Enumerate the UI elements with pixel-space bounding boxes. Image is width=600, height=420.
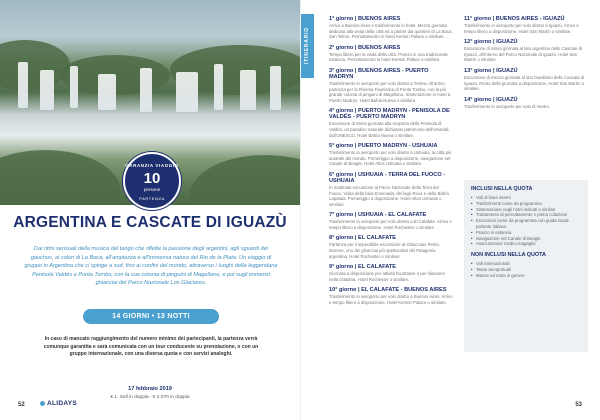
day-title: 5° giorno | PUERTO MADRYN - USHUAIA: [329, 143, 438, 150]
brand-logo: [40, 400, 77, 407]
list-item: • Voli di linea interni: [471, 195, 581, 201]
day-title: 2° giorno | BUENOS AIRES: [329, 44, 401, 51]
tour-intro: Dai ritmi sensuali della musica del tango che riflette la passione degli argentini, agli sguardi dei gauchos, ai colori di La Boca, all'ampiezza e all'immensa natura del Rio de la Plata. Un viaggio di gruppo in Argentina che ci spinge a sud, fino ai confini del mondo, attraverso i luoghi della leggendaria Penisola Valdés e Punta Tombo, con la sua colonia di pinguini di Magellano, e poi sugli immensi ghiacciai del Parco Nazionale Los Glaciares.: [24, 246, 278, 287]
page-number-left: 52: [18, 402, 25, 408]
itinerary-day: [464, 68, 588, 92]
day-description: Trasferimento in aeroporto per volo di rientro.: [464, 103, 551, 109]
itinerary-side-tab: [301, 14, 314, 78]
day-title: 14° giorno | IGUAZÚ: [464, 96, 518, 103]
itinerary-day: [329, 16, 453, 40]
badge-number: 10: [143, 170, 161, 187]
list-item: • Pranzo in estancia: [471, 230, 581, 236]
itinerary-day: [329, 143, 453, 167]
day-title: 1° giorno | BUENOS AIRES: [329, 16, 401, 22]
itinerary-day: [329, 172, 453, 207]
badge-bottom-text: PARTENZA: [139, 196, 165, 201]
day-title: 11° giorno | BUENOS AIRES - IGUAZÚ: [464, 16, 565, 22]
day-description: Giornata a disposizione per attività facoltative o per rilassarsi nella cittadina. Hotel Rochester o similare.: [329, 271, 445, 282]
price-info: € 1. Sell in doppia - € 2.070 in doppia: [110, 395, 190, 400]
brand-name: ALIDAYS: [47, 400, 78, 407]
day-description: In mattinata escursione al Parco Nazionale della Terra del Fuoco. Visita della baia Ensenada, del lago Roca e della Bahía Lapataia. Pomeriggio a disposizione. Hotel Altos Ushuaia o similare.: [329, 184, 449, 207]
list-item: • Escursioni come da programma con guida locale parlante italiano: [471, 218, 581, 230]
day-description: Trasferimento in aeroporto per volo diretto a Trelew. All'arrivo partenza per la Riserva Faunistica di Punta Tombo, con la più grande colonia di pinguini di Magellano. Sistemazione in hotel a Puerto Madryn. Hotel Bahía Nueva o similare.: [329, 80, 451, 103]
day-description: Tempo libero per la visita della città. Pranzo in una tradizionale estancia. Pernottamento in hotel Kenton Palace o similare.: [329, 51, 448, 63]
badge-top-text: GARANZIA VIAGGIO: [125, 163, 179, 168]
list-item: • Sistemazione negli hotel indicati o similari: [471, 207, 581, 213]
day-description: Trasferimento in aeroporto per volo diretto a Iguazú. Arrivo e tempo libero a disposizione. Hotel San Martín o similare.: [464, 23, 579, 34]
departure-date: 17 febbraio 2019: [128, 386, 172, 392]
list-item: • Navigazione nel Canale di Beagle: [471, 236, 581, 242]
day-description: Escursione di mezza giornata al lato brasiliano delle Cascate di Iguazú. Resto della giornata a disposizione. Hotel San Martín o similare.: [464, 74, 585, 92]
right-page: [300, 0, 600, 420]
day-description: Partenza per il imperdibile escursione al Ghiacciaio Perito Moreno, uno dei ghiacciai più spettacolari del Patagonia argentina. Hotel Rochester o similare.: [329, 242, 439, 259]
itinerary-column-1: [329, 16, 453, 311]
list-item: • Voli internazionali: [471, 261, 581, 267]
day-title: 9° giorno | EL CALAFATE: [329, 264, 396, 271]
itinerary-column-2: [464, 16, 588, 114]
day-description: Trasferimento in aeroporto per volo diretto a Ushuaia, la città più australe del mondo. Pomeriggio a disposizione, navigazione nel Canale di Beagle. Hotel Altos Ushuaia o similare.: [329, 150, 452, 167]
day-title: 8° giorno | EL CALAFATE: [329, 235, 396, 242]
day-title: 10° giorno | EL CALAFATE - BUENOS AIRES: [329, 287, 447, 294]
itinerary-day: [329, 264, 453, 282]
itinerary-day: [329, 108, 453, 138]
excluded-list: [471, 261, 581, 278]
duration-pill: 14 GIORNI • 13 NOTTI: [83, 309, 219, 324]
itinerary-day: [329, 212, 453, 230]
side-tab-label: ITINERARIO: [304, 27, 310, 64]
excluded-heading: NON INCLUSI NELLA QUOTA: [471, 252, 546, 259]
day-title: 4° giorno | PUERTO MADRYN - PENISOLA DE VALDÉS - PUERTO MADRYN: [329, 108, 450, 121]
list-item: • Assicurazione medico-bagaglio: [471, 241, 581, 247]
guarantee-notice: In caso di mancato raggiungimento del numero minimo dei partecipanti, la partenza verrà comunque garantita e sarà comunicata con un tour conducente su prenotazione, o con un gruppo internazionale, con una diversa quota e con servizi analoghi.: [43, 336, 259, 358]
tour-title: ARGENTINA E CASCATE DI IGUAZÙ: [13, 214, 287, 231]
badge-unit: persone: [143, 187, 161, 192]
list-item: • Tasse aeroportuali: [471, 267, 581, 273]
page-number-right: 53: [575, 402, 582, 408]
day-title: 13° giorno | IGUAZÚ: [464, 67, 518, 74]
itinerary-day: [329, 287, 453, 305]
included-heading: INCLUSI NELLA QUOTA: [471, 186, 533, 192]
day-description: Trasferimento in aeroporto per volo diretto a El Calafate. Arrivo e tempo libero a disposizione. Hotel Rochester o similare.: [329, 219, 452, 230]
day-description: Trasferimento in aeroporto per volo diretto a Buenos Aires. Arrivo e tempo libero a disposizione. Hotel Kenton Palace o similare.: [329, 294, 453, 306]
day-title: 6° giorno | USHUAIA - TERRA DEL FUOCO - USHUAIA: [329, 171, 446, 184]
day-title: 12° giorno | IGUAZÚ: [464, 39, 518, 46]
itinerary-day: [329, 235, 453, 259]
brand-dot-icon: [40, 401, 45, 406]
itinerary-day: [464, 39, 588, 63]
list-item: • Mance ed extra in genere: [471, 273, 581, 279]
list-item: • Trattamento di pernottamento e prima colazione: [471, 212, 581, 218]
itinerary-day: [329, 45, 453, 63]
itinerary-day: [464, 16, 588, 34]
day-description: Escursione di intera giornata alla scoperta della Penisola di Valdés, un paradiso naturale dichiarato patrimonio dell'umanità dall'UNESCO. Hotel Bahía Nueva o similare.: [329, 121, 449, 138]
guarantee-badge: [123, 152, 181, 210]
day-title: 3° giorno | BUENOS AIRES - PUERTO MADRYN: [329, 67, 429, 80]
list-item: • Trasferimenti come da programma: [471, 201, 581, 207]
itinerary-day: [329, 68, 453, 103]
day-description: Arrivo a Buenos Aires e trasferimento in hotel. Mezza giornata dedicata alla visita della città ed a partire dai quartieri di La Boca, San Telmo. Pernottamento in hotel Kenton Palace o similare.: [329, 23, 453, 40]
itinerary-day: [464, 97, 588, 110]
day-title: 7° giorno | USHUAIA - EL CALAFATE: [329, 212, 427, 219]
day-description: Escursione di intera giornata al lato argentino delle Cascate di Iguazú, all'interno del Parco Nazionale di Iguazú. Hotel San Martín o similare.: [464, 46, 582, 63]
included-list: [471, 195, 581, 247]
included-box: [464, 180, 588, 352]
